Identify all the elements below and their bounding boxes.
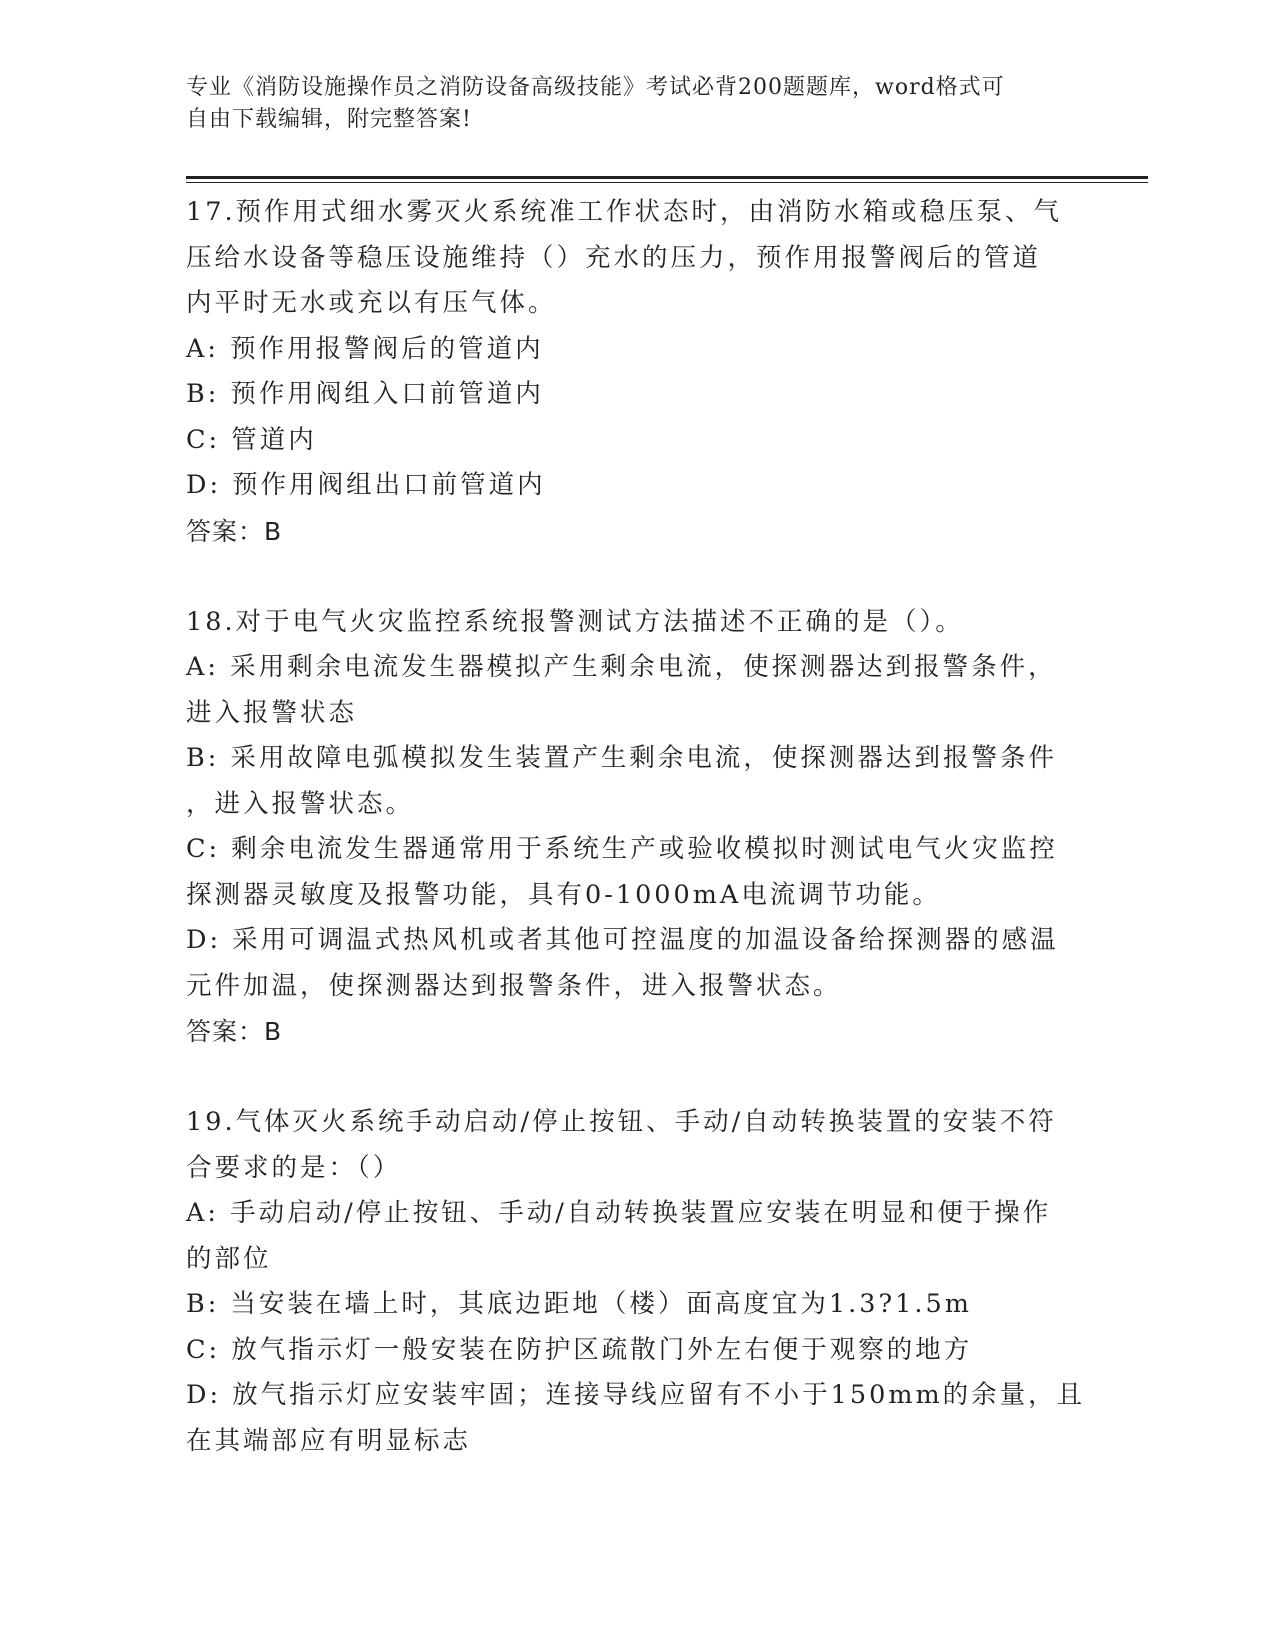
option-a: A: 手动启动/停止按钮、手动/自动转换装置应安装在明显和便于操作 <box>186 1198 1052 1228</box>
option-d: D: 放气指示灯应安装牢固；连接导线应留有不小于150mm的余量，且 <box>186 1380 1086 1410</box>
question-17 <box>186 190 1066 554</box>
question-stem-line: 合要求的是：（） <box>186 1152 402 1183</box>
option-d-continued: 在其端部应有明显标志 <box>186 1425 472 1456</box>
question-spacer <box>186 554 1066 600</box>
option-d: D: 预作用阀组出口前管道内 <box>186 470 546 500</box>
question-stem-line: 18.对于电气火灾监控系统报警测试方法描述不正确的是（）。 <box>186 606 964 637</box>
option-a-continued: 进入报警状态 <box>186 697 358 728</box>
question-stem-line: 压给水设备等稳压设施维持（）充水的压力，预作用报警阀后的管道 <box>186 242 1042 273</box>
option-c: C: 放气指示灯一般安装在防护区疏散门外左右便于观察的地方 <box>186 1334 973 1365</box>
option-c-continued: 探测器灵敏度及报警功能，具有0-1000mA电流调节功能。 <box>186 879 941 910</box>
answer-label: 答案：B <box>186 516 283 546</box>
header-line-1: 专业《消防设施操作员之消防设备高级技能》考试必背200题题库，word格式可 <box>186 75 1005 100</box>
option-c: C: 剩余电流发生器通常用于系统生产或验收模拟时测试电气火灾监控 <box>186 834 1058 864</box>
option-a: A: 采用剩余电流发生器模拟产生剩余电流，使探测器达到报警条件， <box>186 652 1057 682</box>
question-18 <box>186 600 1066 1055</box>
question-stem-line: 19.气体灭火系统手动启动/停止按钮、手动/自动转换装置的安装不符 <box>186 1107 1057 1137</box>
question-stem-line: 内平时无水或充以有压气体。 <box>186 288 557 318</box>
header-line-2: 自由下载编辑，附完整答案! <box>186 107 472 132</box>
option-d-continued: 元件加温，使探测器达到报警条件，进入报警状态。 <box>186 970 842 1001</box>
header-rule-thick <box>186 176 1148 179</box>
question-stem-line: 17.预作用式细水雾灭火系统准工作状态时，由消防水箱或稳压泵、气 <box>186 197 1063 227</box>
question-list <box>186 190 1086 1464</box>
question-19 <box>186 1100 1086 1464</box>
header-rule-thin <box>186 182 1148 183</box>
option-c: C: 管道内 <box>186 424 317 455</box>
option-a: A: 预作用报警阀后的管道内 <box>186 333 544 364</box>
option-b: B: 采用故障电弧模拟发生装置产生剩余电流，使探测器达到报警条件 <box>186 743 1057 773</box>
option-a-continued: 的部位 <box>186 1243 272 1274</box>
option-b: B: 预作用阀组入口前管道内 <box>186 379 544 409</box>
option-b-continued: ，进入报警状态。 <box>186 788 415 819</box>
option-b: B: 当安装在墙上时，其底边距地（楼）面高度宜为1.3?1.5m <box>186 1289 972 1319</box>
document-header <box>186 72 1066 136</box>
option-d: D: 采用可调温式热风机或者其他可控温度的加温设备给探测器的感温 <box>186 925 1059 955</box>
question-spacer <box>186 1055 1066 1101</box>
answer-label: 答案：B <box>186 1017 283 1046</box>
